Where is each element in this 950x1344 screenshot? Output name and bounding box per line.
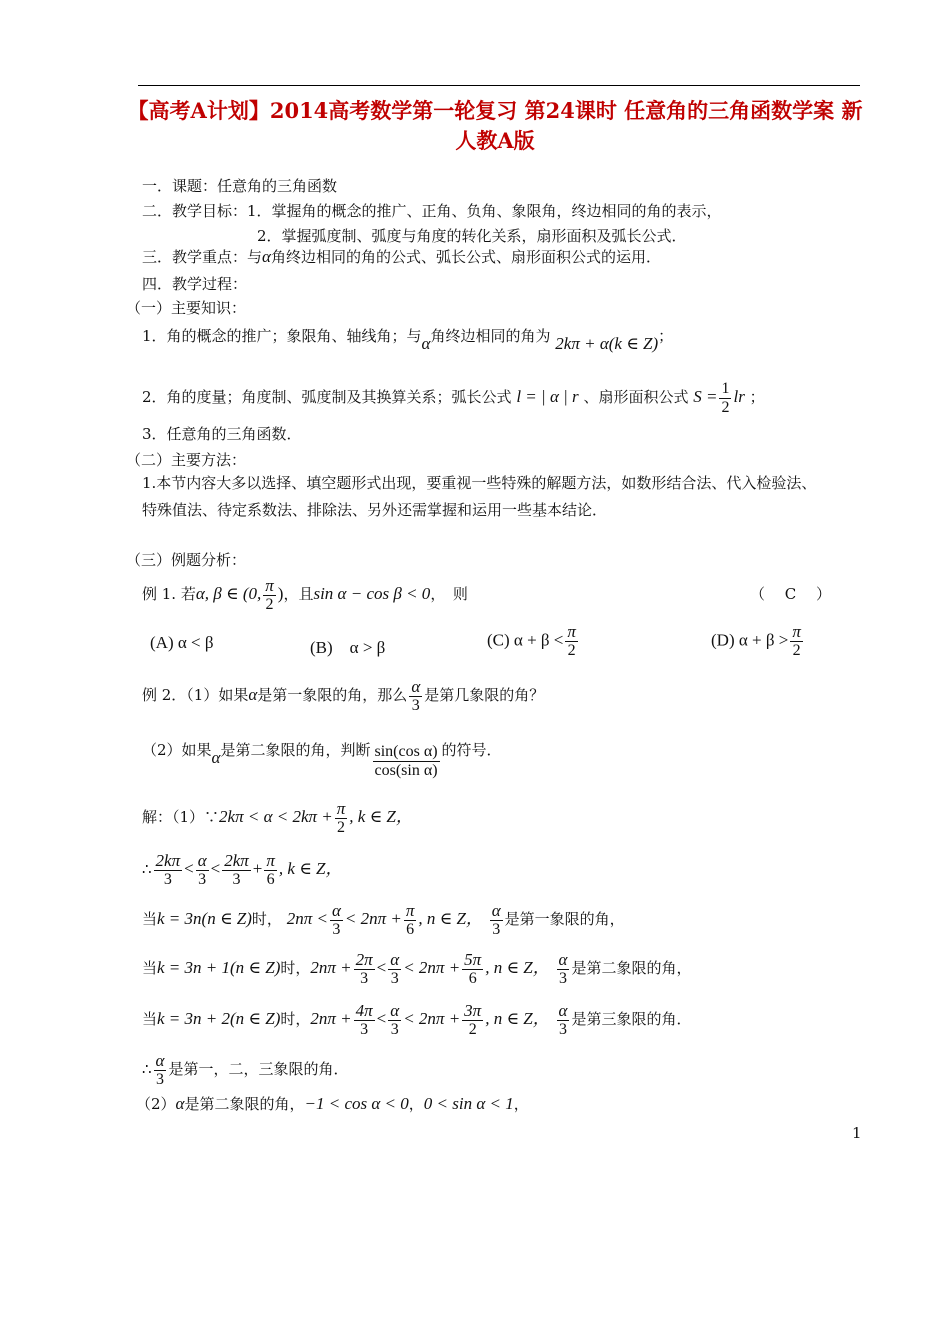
option-c: (C) α + β < $\frac{\pi}{2}$ xyxy=(487,622,576,659)
option-a: (A) α < β xyxy=(150,633,214,652)
example-2-part-2: （2）如果α是第二象限的角，判断 $\frac{\text{sin(cos α)}}{\text{cos(sin α)}}$ 的符号． xyxy=(142,741,502,779)
case-2: 当k = 3n + 1(n ∈ Z)时，2nπ + $\frac{2\pi}{3}$ < $\frac{\alpha}{3}$ < 2nπ + $\frac{5\pi}{6}$ , n ∈ Z， $\frac{\alpha}{3}$ 是第二象限的角， xyxy=(142,949,692,987)
page-number: 1 xyxy=(852,1124,862,1142)
document-title: 【高考A计划】2014高考数学第一轮复习 第24课时 任意角的三角函数学案 新人教A版 xyxy=(127,98,863,153)
example-2-part-1: 例 2．（1）如果α是第一象限的角，那么 $\frac{\alpha}{3}$ 是第几象限的角？ xyxy=(142,676,545,714)
part-2-line: （2）α是第二象限的角，−1 < cos α < 0，0 < sin α < 1， xyxy=(136,1094,529,1113)
solution-line-2: ∴ $\frac{2k\pi}{3}$ < $\frac{\alpha}{3}$ < $\frac{2k\pi}{3}$ + $\frac{\pi}{6}$ , k ∈ Z， xyxy=(142,850,343,888)
knowledge-item-3: 3．任意角的三角函数． xyxy=(142,425,302,443)
examples-heading: （三）例题分析： xyxy=(126,551,247,569)
example-1-answer: （ C ） xyxy=(750,585,832,603)
case-3: 当k = 3n + 2(n ∈ Z)时，2nπ + $\frac{4\pi}{3}$ < $\frac{\alpha}{3}$ < 2nπ + $\frac{3\pi}{2}$ , n ∈ Z， $\frac{\alpha}{3}$ 是第三象限的角． xyxy=(142,1000,692,1038)
knowledge-item-2: 2．角的度量；角度制、弧度制及其换算关系；弧长公式 l = | α | r 、扇形面积公式 S = $\frac{1}{2}$ lr ； xyxy=(142,379,765,416)
section-topic: 一．课题：任意角的三角函数 xyxy=(142,177,338,195)
option-d: (D) α + β > $\frac{\pi}{2}$ xyxy=(711,622,801,659)
knowledge-heading: （一）主要知识： xyxy=(126,299,247,317)
example-1-question: 例 1. 若α, β ∈ (0, $\frac{\pi}{2}$ )，且sin α − cos β < 0， 则 xyxy=(142,575,468,613)
methods-text-2: 特殊值法、待定系数法、排除法、另外还需掌握和运用一些基本结论． xyxy=(142,501,608,519)
knowledge-item-1: 1．角的概念的推广；象限角、轴线角；与α角终边相同的角为 2kπ + α(k ∈ Z)； xyxy=(142,327,674,353)
solution-line-1: 解：（1）∵2kπ < α < 2kπ + $\frac{\pi}{2}$ , k ∈ Z， xyxy=(142,798,413,836)
section-process: 四．教学过程： xyxy=(142,275,248,293)
header-rule xyxy=(138,85,860,86)
section-goals-1: 二．教学目标：1．掌握角的概念的推广、正角、负角、象限角，终边相同的角的表示， xyxy=(142,202,722,220)
section-keypoints: 三．教学重点：与α角终边相同的角的公式、弧长公式、扇形面积公式的运用． xyxy=(142,247,661,266)
case-1: 当k = 3n(n ∈ Z)时， 2nπ < $\frac{\alpha}{3}$ < 2nπ + $\frac{\pi}{6}$ , n ∈ Z， $\frac{\alpha}{3}$ 是第一象限的角， xyxy=(142,900,625,938)
section-goals-2: 2．掌握弧度制、弧度与角度的转化关系，扇形面积及弧长公式． xyxy=(257,227,687,245)
methods-heading: （二）主要方法： xyxy=(126,451,247,469)
methods-text-1: 1.本节内容大多以选择、填空题形式出现，要重视一些特殊的解题方法，如数形结合法、代入检验法、 xyxy=(142,474,817,492)
option-b: (B) α > β xyxy=(310,638,386,657)
conclusion-line: ∴ $\frac{\alpha}{3}$ 是第一，二，三象限的角． xyxy=(142,1050,349,1088)
